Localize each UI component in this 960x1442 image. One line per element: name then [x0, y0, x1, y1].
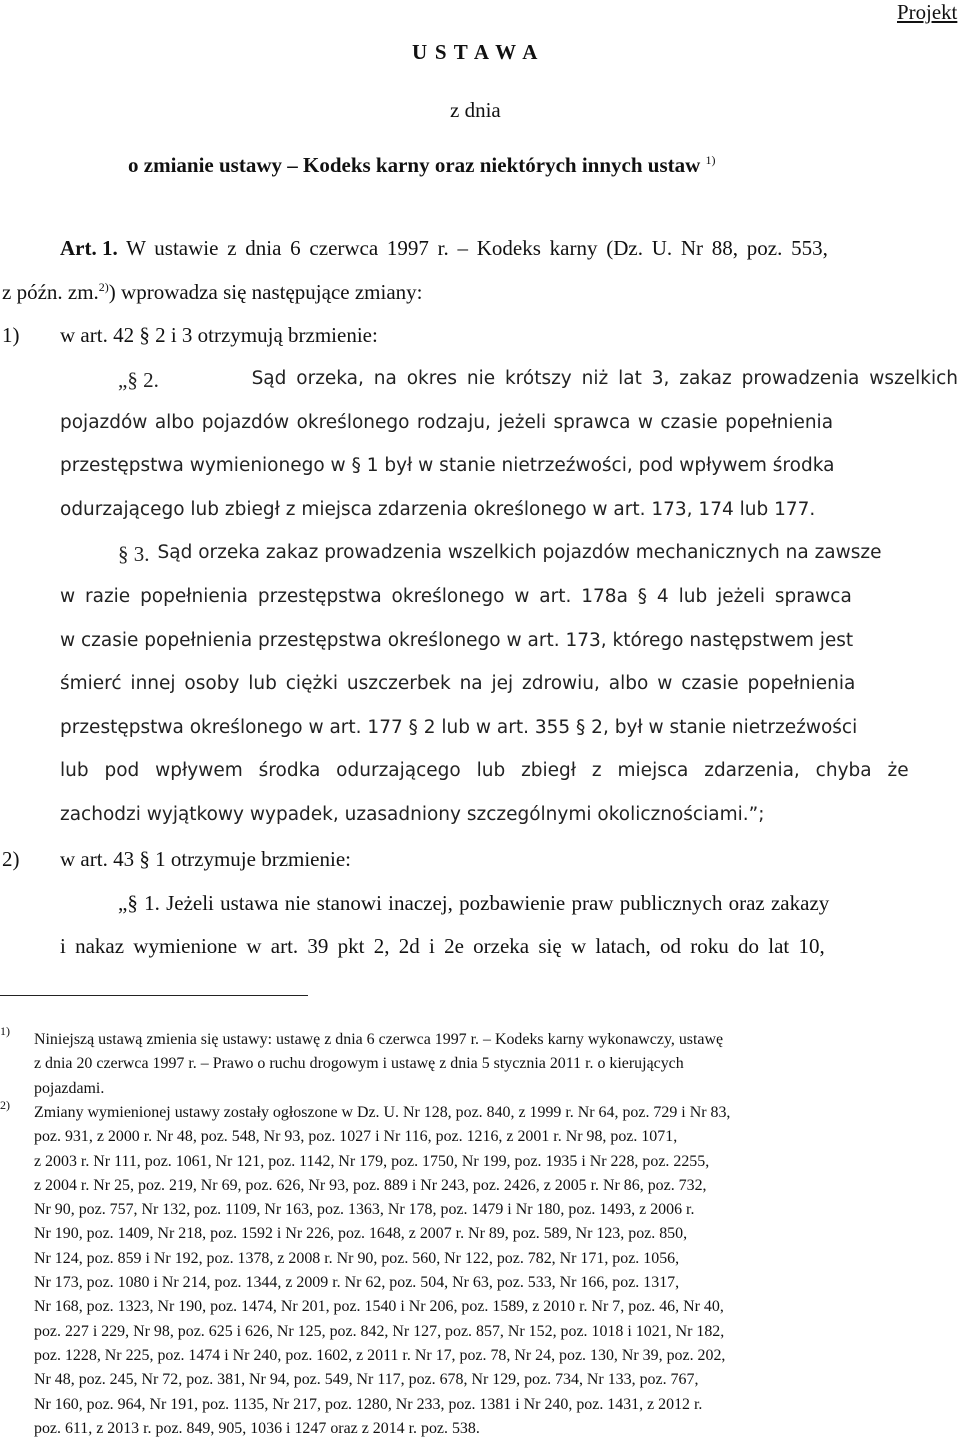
footnote-2-line: z 2004 r. Nr 25, poz. 219, Nr 69, poz. 626, Nr 93, poz. 889 i Nr 243, poz. 2426, z 2005 r. Nr 86, poz. 732,	[34, 1176, 707, 1194]
para-3-line-6: lub pod wpływem środka odurzającego lub zbiegł z miejsca zdarzenia, chyba że	[60, 760, 909, 781]
footnote-2-line: poz. 1228, Nr 225, poz. 1474 i Nr 240, poz. 1602, z 2011 r. Nr 17, poz. 78, Nr 24, poz. 130, Nr 39, poz. 202,	[34, 1346, 726, 1364]
footnote-2-line: Nr 90, poz. 757, Nr 132, poz. 1109, Nr 163, poz. 1363, Nr 178, poz. 1479 i Nr 180, poz. 1493, z 2006 r.	[34, 1201, 695, 1219]
footnote-ref-2: 2)	[98, 280, 109, 294]
para-2-line-2: pojazdów albo pojazdów określonego rodzaju, jeżeli sprawca w czasie popełnienia	[60, 412, 834, 433]
para-3-line-7: zachodzi wyjątkowy wypadek, uzasadniony szczególnymi okolicznościami.”;	[60, 804, 765, 825]
para-3-line-4: śmierć innej osoby lub ciężki uszczerbek na jej zdrowiu, albo w czasie popełnienia	[60, 673, 856, 694]
footnote-2-mark: 2)	[0, 1098, 10, 1112]
footnote-2-line: poz. 611, z 2013 r. poz. 849, 905, 1036 i 1247 oraz z 2014 r. poz. 538.	[34, 1419, 480, 1437]
article-1-label: Art. 1.	[60, 236, 118, 260]
point-1-number: 1)	[2, 323, 20, 347]
footnote-1-line: z dnia 20 czerwca 1997 r. – Prawo o ruchu drogowym i ustawę z dnia 5 stycznia 2011 r. o kierujących	[34, 1055, 684, 1073]
footnote-1-line: Niniejszą ustawą zmienia się ustawy: ustawę z dnia 6 czerwca 1997 r. – Kodeks karny wykonawczy, ustawę	[34, 1031, 724, 1048]
footnote-2	[34, 1101, 958, 1441]
footnote-2-line: Nr 168, poz. 1323, Nr 190, poz. 1474, Nr 201, poz. 1540 i Nr 206, poz. 1589, z 2010 r. Nr 7, poz. 46, Nr 40,	[34, 1298, 724, 1316]
footnote-2-line: poz. 227 i 229, Nr 98, poz. 625 i 626, Nr 125, poz. 842, Nr 127, poz. 857, Nr 152, poz. 1018 i 1021, Nr 182,	[34, 1322, 725, 1340]
para-2-line-1	[118, 368, 958, 393]
point-1-text: w art. 42 § 2 i 3 otrzymują brzmienie:	[60, 323, 378, 347]
footnote-1	[34, 1028, 958, 1101]
para-3-label: § 3.	[118, 542, 150, 566]
article-1-line-1	[60, 236, 958, 261]
para-3-line-3: w czasie popełnienia przestępstwa określonego w art. 173, którego następstwem jest	[60, 630, 854, 651]
article-1-line-2	[2, 280, 423, 305]
para-3-text-1: Sąd orzeka zakaz prowadzenia wszelkich pojazdów mechanicznych na zawsze	[157, 542, 882, 563]
project-label: Projekt	[897, 0, 958, 24]
footnote-2-line: Nr 173, poz. 1080 i Nr 214, poz. 1344, z 2009 r. Nr 62, poz. 504, Nr 63, poz. 533, Nr 166, poz. 1317,	[34, 1274, 680, 1292]
subtitle-text: o zmianie ustawy – Kodeks karny oraz niektórych innych ustaw	[128, 153, 701, 177]
footnote-2-line: poz. 931, z 2000 r. Nr 48, poz. 548, Nr 93, poz. 1027 i Nr 116, poz. 1216, z 2001 r. Nr 98, poz. 1071,	[34, 1128, 678, 1146]
para-2-line-3: przestępstwa wymienionego w § 1 był w stanie nietrzeźwości, pod wpływem środka	[60, 455, 835, 476]
footnote-ref-1: 1)	[705, 153, 716, 167]
footnote-separator	[0, 995, 308, 996]
footnote-2-line: Zmiany wymienionej ustawy zostały ogłoszone w Dz. U. Nr 128, poz. 840, z 1999 r. Nr 64, poz. 729 i Nr 83,	[34, 1104, 731, 1121]
footnote-1-line: pojazdami.	[34, 1079, 105, 1097]
point-2-text: w art. 43 § 1 otrzymuje brzmienie:	[60, 847, 351, 871]
art-43-para-1-line-1: „§ 1. Jeżeli ustawa nie stanowi inaczej, pozbawienie praw publicznych oraz zakazy	[118, 891, 830, 915]
article-1-text: W ustawie z dnia 6 czerwca 1997 r. – Kodeks karny (Dz. U. Nr 88, poz. 553,	[117, 236, 828, 260]
footnote-2-line: z 2003 r. Nr 111, poz. 1061, Nr 121, poz. 1142, Nr 179, poz. 1750, Nr 199, poz. 1935 i Nr 228, poz. 2255,	[34, 1152, 710, 1170]
footnote-2-line: Nr 190, poz. 1409, Nr 218, poz. 1592 i Nr 226, poz. 1648, z 2007 r. Nr 89, poz. 589, Nr 123, poz. 850,	[34, 1225, 688, 1243]
para-2-text-1: Sąd orzeka, na okres nie krótszy niż lat 3, zakaz prowadzenia wszelkich	[251, 368, 958, 389]
footnote-1-mark: 1)	[0, 1024, 10, 1038]
para-3-line-2: w razie popełnienia przestępstwa określonego w art. 178a § 4 lub jeżeli sprawca	[60, 586, 852, 607]
article-1-text-3: ) wprowadza się następujące zmiany:	[108, 280, 423, 304]
para-3-line-5: przestępstwa określonego w art. 177 § 2 lub w art. 355 § 2, był w stanie nietrzeźwości	[60, 717, 858, 738]
footnote-2-line: Nr 160, poz. 964, Nr 191, poz. 1135, Nr 217, poz. 1280, Nr 233, poz. 1381 i Nr 240, poz. 1431, z 2012 r.	[34, 1395, 703, 1413]
point-2-number: 2)	[2, 847, 20, 871]
document-subtitle	[128, 153, 716, 178]
art-43-para-1-line-2: i nakaz wymienione w art. 39 pkt 2, 2d i 2e orzeka się w latach, od roku do lat 10,	[60, 934, 825, 958]
footnote-2-line: Nr 48, poz. 245, Nr 72, poz. 381, Nr 94, poz. 549, Nr 117, poz. 678, Nr 129, poz. 734, Nr 133, poz. 767,	[34, 1371, 699, 1389]
document-title: U S T A W A	[412, 40, 539, 64]
para-2-label: „§ 2.	[118, 368, 159, 392]
document-date: z dnia	[450, 98, 501, 122]
article-1-text-2: z późn. zm.	[2, 280, 99, 304]
para-2-line-4: odurzającego lub zbiegł z miejsca zdarzenia określonego w art. 173, 174 lub 177.	[60, 499, 816, 520]
footnote-2-line: Nr 124, poz. 859 i Nr 192, poz. 1378, z 2008 r. Nr 90, poz. 560, Nr 122, poz. 782, Nr 171, poz. 1056,	[34, 1249, 680, 1267]
para-3-line-1	[118, 542, 881, 567]
